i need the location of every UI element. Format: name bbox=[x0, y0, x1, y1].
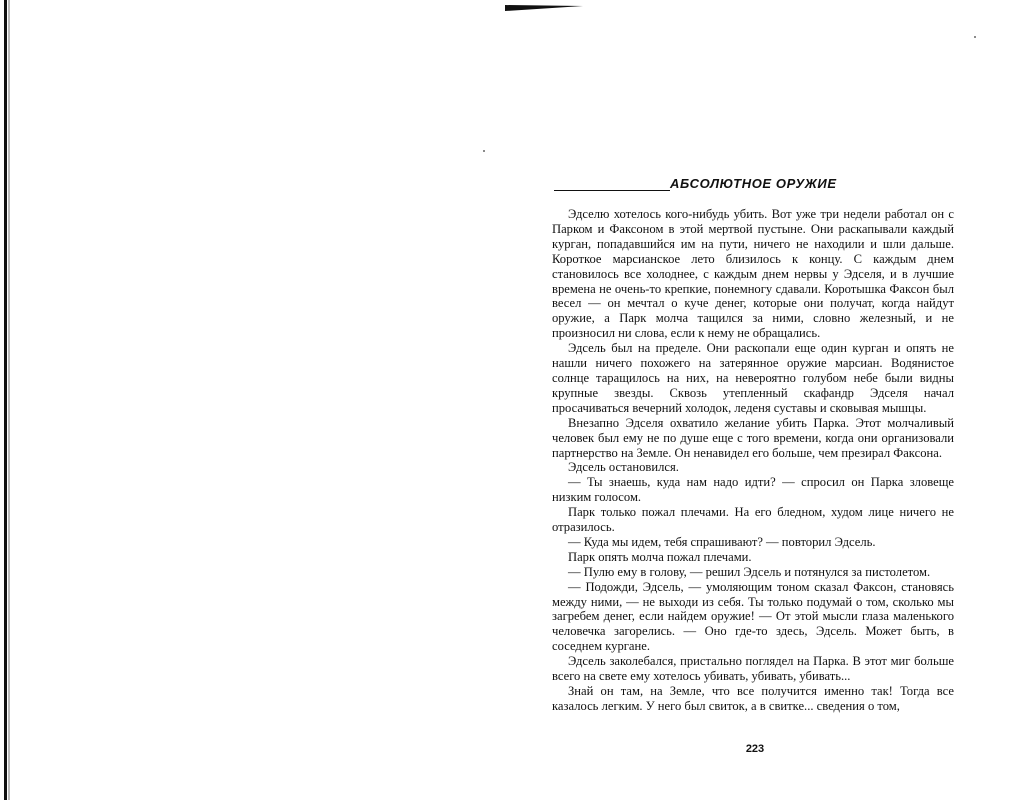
paragraph: Парк только пожал плечами. На его бледном, худом лице ничего не отразилось. bbox=[552, 505, 954, 535]
left-page-edge-shadow bbox=[8, 0, 10, 800]
running-header bbox=[554, 176, 954, 196]
paragraph: — Куда мы идем, тебя спрашивают? — повторил Эдсель. bbox=[568, 534, 876, 549]
paragraph: Внезапно Эдселя охватило желание убить Парка. Этот молчаливый человек был ему не по душе еще с того времени, когда они организовали партнерство на Земле. Он ненавидел его больше, чем презирал Факсона. bbox=[552, 415, 954, 460]
paragraph: Эдсель остановился. bbox=[568, 460, 679, 475]
page-number: 223 bbox=[745, 743, 765, 755]
paragraph: — Пулю ему в голову, — решил Эдсель и потянулся за пистолетом. bbox=[568, 564, 931, 579]
gutter-mark bbox=[505, 3, 583, 11]
paragraph: — Ты знаешь, куда нам надо идти? — спросил он Парка зловеще низким голосом. bbox=[552, 475, 954, 505]
paragraph: — Подожди, Эдсель, — умоляющим тоном сказал Факсон, становясь между ними, — не выходи из себя. Ты только подумай о том, сколько мы загребем денег, если найдем оружие! — От этой мысли глаза маленького человечка загорелись. — Оно где-то здесь, Эдсель. Может быть, в соседнем кургане. bbox=[552, 579, 954, 654]
left-page-edge bbox=[4, 0, 7, 800]
header-rule bbox=[554, 190, 670, 191]
scan-speck bbox=[483, 150, 485, 152]
paragraph: Эдсель заколебался, пристально поглядел на Парка. В этот миг больше всего на свете ему хотелось убивать, убивать, убивать... bbox=[552, 654, 954, 684]
scan-speck bbox=[974, 36, 976, 38]
paragraph: Эдсель был на пределе. Они раскопали еще один курган и опять не нашли ничего похожего на затерянное оружие марсиан. Водянистое солнце таращилось на них, на невероятно голубом небе были видны крупные звезды. Сквозь утепленный скафандр Эдселя начал просачиваться вечерний холодок, леденя суставы и сковывая мышцы. bbox=[552, 341, 954, 415]
story-text bbox=[552, 207, 954, 714]
paragraph: Парк опять молча пожал плечами. bbox=[568, 549, 752, 564]
paragraph: Эдселю хотелось кого-нибудь убить. Вот уже три недели работал он с Парком и Факсоном в этой мертвой пустыне. Они раскапывали каждый курган, попадавшийся им на пути, ничего не находили и шли дальше. Короткое марсианское лето близилось к концу. С каждым днем становилось все холоднее, с каждым днем нервы у Эдселя, и в лучшие времена не очень-то крепкие, понемногу сдавали. Коротышка Факсон был весел — он мечтал о куче денег, которые они получат, когда найдут оружие, а Парк молча тащился за ними, словно железный, и не произносил ни слова, если к нему не обращались. bbox=[552, 207, 954, 341]
running-header-title: АБСОЛЮТНОЕ ОРУЖИЕ bbox=[670, 176, 837, 191]
paragraph: Знай он там, на Земле, что все получится именно так! Тогда все казалось легким. У него был свиток, а в свитке... сведения о том, bbox=[552, 684, 954, 713]
